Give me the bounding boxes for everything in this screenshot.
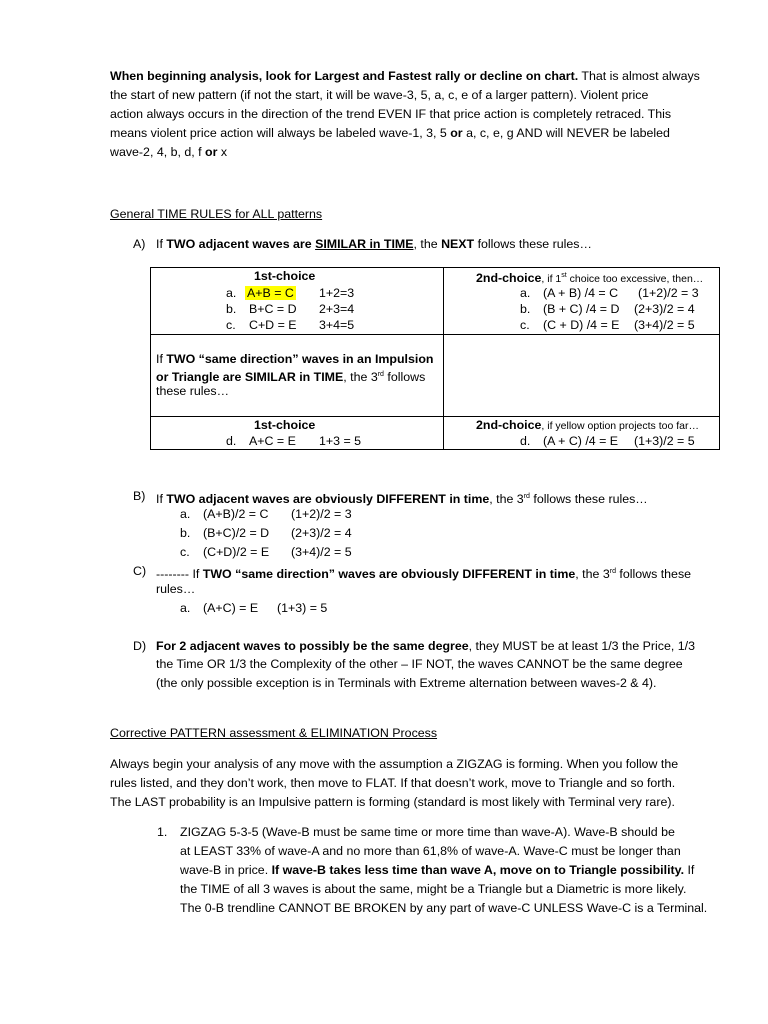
table-right-row-b-marker: b. [520, 302, 531, 316]
table-right-row-a-calc: (1+2)/2 = 3 [638, 286, 699, 300]
corrective-heading: Corrective PATTERN assessment & ELIMINATION Process [110, 726, 438, 740]
table-right-row-c-marker: c. [520, 318, 530, 332]
intro-line-1: When beginning analysis, look for Largest and Fastest rally or decline on chart. That is almost always [110, 69, 700, 83]
table-right-row-c-calc: (3+4)/2 = 5 [634, 318, 695, 332]
corrective-item-1-line-1: ZIGZAG 5-3-5 (Wave-B must be same time or more time than wave-A). Wave-B should be [180, 825, 675, 839]
table-left-row-a-calc: 1+2=3 [319, 286, 355, 300]
table-first-choice-heading: 1st-choice [254, 269, 316, 283]
rule-b-marker: B) [133, 489, 146, 503]
rule-b-row-c-eq: (C+D)/2 = E [203, 545, 270, 559]
table-left-row-c-calc: 3+4=5 [319, 318, 355, 332]
corrective-item-1-line-3: wave-B in price. If wave-B takes less time than wave A, move on to Triangle possibility. If [180, 863, 695, 877]
table-right-row-d-marker: d. [520, 434, 531, 448]
table-first-choice-heading-2: 1st-choice [254, 418, 316, 432]
rule-c-row-a-marker: a. [180, 601, 191, 615]
rule-d-text-line-2: the Time OR 1/3 the Complexity of the other – IF NOT, the waves CANNOT be the same degree [156, 657, 683, 671]
table-row-divider-1 [150, 334, 720, 335]
rule-b-row-c-calc: (3+4)/2 = 5 [291, 545, 352, 559]
rule-b-row-b-marker: b. [180, 526, 191, 540]
corrective-p-line-2: rules listed, and they don’t work, then move to FLAT. If that doesn’t work, move to Triangle and so forth. [110, 776, 676, 790]
table-left-row-b-calc: 2+3=4 [319, 302, 355, 316]
rule-a-marker: A) [133, 237, 146, 251]
table-left-row-d-marker: d. [226, 434, 237, 448]
table-right-row-a-marker: a. [520, 286, 531, 300]
rule-d-text: For 2 adjacent waves to possibly be the same degree, they MUST be at least 1/3 the Price, 1/3 [156, 639, 695, 653]
table-right-row-b-calc: (2+3)/2 = 4 [634, 302, 695, 316]
table-left-row-a: a. [226, 286, 237, 300]
rule-c-text: -------- If TWO “same direction” waves are obviously DIFFERENT in time, the 3rd follows these [156, 567, 692, 581]
table-right-row-c-eq: (C + D) /4 = E [543, 318, 620, 332]
table-mid-line-1: If TWO “same direction” waves in an Impulsion [156, 352, 434, 366]
corrective-item-1-line-4: the TIME of all 3 waves is about the same, might be a Triangle but a Diametric is more likely. [180, 882, 687, 896]
table-left-row-a-eq: A+B = C [247, 286, 294, 300]
corrective-item-1-line-5: The 0-B trendline CANNOT BE BROKEN by any part of wave-C UNLESS Wave-C is a Terminal. [180, 901, 708, 915]
rule-c-row-a-calc: (1+3) = 5 [277, 601, 328, 615]
time-rules-heading: General TIME RULES for ALL patterns [110, 207, 323, 221]
rule-d-marker: D) [133, 639, 147, 653]
corrective-p-line-3: The LAST probability is an Impulsive pattern is forming (standard is most likely with Terminal very rare). [110, 795, 675, 809]
rule-b-row-a-marker: a. [180, 507, 191, 521]
table-left-row-b-marker: b. [226, 302, 237, 316]
table-right-row-d-eq: (A + C) /4 = E [543, 434, 619, 448]
rule-b-text: If TWO adjacent waves are obviously DIFFERENT in time, the 3rd follows these rules… [156, 492, 648, 506]
table-second-choice-heading: 2nd-choice, if 1st choice too excessive, then… [476, 271, 704, 285]
rule-b-row-b-calc: (2+3)/2 = 4 [291, 526, 352, 540]
rule-a-text: If TWO adjacent waves are SIMILAR in TIME, the NEXT follows these rules… [156, 237, 592, 251]
table-mid-line-2: or Triangle are SIMILAR in TIME, the 3rd follows [156, 370, 426, 384]
table-column-divider [443, 267, 444, 450]
rule-b-row-a-calc: (1+2)/2 = 3 [291, 507, 352, 521]
table-right-row-a-eq: (A + B) /4 = C [543, 286, 619, 300]
table-left-row-c-eq: C+D = E [249, 318, 297, 332]
rule-b-row-c-marker: c. [180, 545, 190, 559]
intro-line-2: the start of new pattern (if not the start, it will be wave-3, 5, a, c, e of a larger pattern). Violent price [110, 88, 649, 102]
table-left-row-b-eq: B+C = D [249, 302, 297, 316]
rule-c-row-a-eq: (A+C) = E [203, 601, 259, 615]
rule-b-row-b-eq: (B+C)/2 = D [203, 526, 270, 540]
table-second-choice-heading-2: 2nd-choice, if yellow option projects too far… [476, 418, 699, 432]
intro-line-4: means violent price action will always be labeled wave-1, 3, 5 or a, c, e, g AND will NEVER be labeled [110, 126, 670, 140]
rule-d-text-line-3: (the only possible exception is in Terminals with Extreme alternation between waves-2 & 4). [156, 676, 657, 690]
corrective-item-1-line-2: at LEAST 33% of wave-A and no more than 61,8% of wave-A. Wave-C must be longer than [180, 844, 681, 858]
table-left-row-d-calc: 1+3 = 5 [319, 434, 362, 448]
rule-b-row-a-eq: (A+B)/2 = C [203, 507, 269, 521]
rule-c-marker: C) [133, 564, 147, 578]
table-left-row-c-marker: c. [226, 318, 236, 332]
rule-c-text-line-2: rules… [156, 582, 196, 596]
corrective-item-1-marker: 1. [157, 825, 168, 839]
table-right-row-d-calc: (1+3)/2 = 5 [634, 434, 695, 448]
intro-line-3: action always occurs in the direction of the trend EVEN IF that price action is completely retraced. This [110, 107, 672, 121]
table-right-row-b-eq: (B + C) /4 = D [543, 302, 620, 316]
table-left-row-d-eq: A+C = E [249, 434, 296, 448]
table-mid-line-3: these rules… [156, 384, 230, 398]
intro-line-5: wave-2, 4, b, d, f or x [110, 145, 228, 159]
corrective-p-line-1: Always begin your analysis of any move with the assumption a ZIGZAG is forming. When you follow the [110, 757, 679, 771]
